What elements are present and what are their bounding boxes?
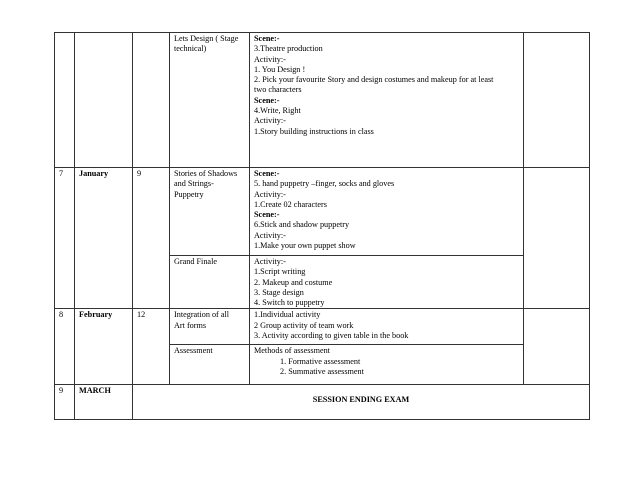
content-line: Scene:- bbox=[254, 169, 280, 178]
table-row bbox=[55, 309, 590, 345]
remarks-cell bbox=[524, 33, 590, 168]
content-line: 5. hand puppetry –finger, socks and gloves bbox=[254, 179, 395, 189]
content-line: 4. Switch to puppetry bbox=[254, 298, 325, 308]
remarks-cell bbox=[524, 309, 590, 385]
month-cell: February bbox=[75, 309, 133, 385]
content-line: 3. Activity according to given table in the book bbox=[254, 331, 409, 341]
sno-cell bbox=[55, 33, 75, 168]
content-line: 2 Group activity of team work bbox=[254, 320, 354, 330]
content-line: Scene:- bbox=[254, 95, 280, 105]
assessment-heading: Methods of assessment bbox=[254, 346, 330, 356]
content-line: two characters bbox=[254, 85, 302, 95]
periods-cell: 9 bbox=[133, 168, 170, 309]
sno-cell: 7 bbox=[55, 168, 75, 309]
assessment-methods-list bbox=[254, 357, 519, 378]
topic-line: Stories of Shadows bbox=[174, 169, 238, 178]
content-line: 2. Pick your favourite Story and design costumes and makeup for at least bbox=[254, 75, 494, 85]
content-line: 1.Story building instructions in class bbox=[254, 126, 374, 136]
topic-line: Art forms bbox=[174, 320, 207, 330]
content-line: Scene:- bbox=[254, 34, 280, 43]
sno-cell: 8 bbox=[55, 309, 75, 385]
content-line: 1. You Design ! bbox=[254, 64, 306, 74]
topic-line: Lets Design ( Stage bbox=[174, 34, 239, 43]
content-line: 1.Individual activity bbox=[254, 310, 321, 320]
topic-cell bbox=[170, 33, 250, 168]
syllabus-table bbox=[54, 32, 590, 420]
content-line: Activity:- bbox=[254, 116, 286, 126]
content-cell bbox=[250, 309, 524, 345]
list-item: 1. Formative assessment bbox=[280, 356, 361, 366]
topic-line: Grand Finale bbox=[174, 257, 217, 266]
list-item: 2. Summative assessment bbox=[280, 367, 364, 377]
month-cell: MARCH bbox=[75, 385, 133, 420]
content-line: Activity:- bbox=[254, 189, 286, 199]
topic-cell bbox=[170, 256, 250, 309]
remarks-cell bbox=[524, 168, 590, 309]
content-line: 1.Script writing bbox=[254, 267, 306, 277]
table-row bbox=[55, 33, 590, 168]
table-row bbox=[55, 168, 590, 256]
content-line: Scene:- bbox=[254, 210, 280, 220]
content-line: Activity:- bbox=[254, 230, 286, 240]
topic-line: and Strings- bbox=[174, 179, 214, 189]
table-row bbox=[55, 385, 590, 420]
content-cell bbox=[250, 33, 524, 168]
content-line: 2. Makeup and costume bbox=[254, 277, 333, 287]
periods-cell: 12 bbox=[133, 309, 170, 385]
content-cell bbox=[250, 345, 524, 385]
content-line: Activity:- bbox=[254, 257, 286, 266]
content-cell bbox=[250, 168, 524, 256]
periods-cell bbox=[133, 33, 170, 168]
topic-cell bbox=[170, 309, 250, 345]
content-cell bbox=[250, 256, 524, 309]
content-line: 1.Create 02 characters bbox=[254, 199, 327, 209]
topic-line: Integration of all bbox=[174, 310, 230, 320]
topic-line: Puppetry bbox=[174, 189, 204, 199]
month-cell: January bbox=[75, 168, 133, 309]
content-line: 3. Stage design bbox=[254, 287, 304, 297]
month-cell bbox=[75, 33, 133, 168]
content-line: 1.Make your own puppet show bbox=[254, 241, 356, 251]
topic-line: technical) bbox=[174, 44, 207, 54]
sno-cell: 9 bbox=[55, 385, 75, 420]
content-line: 3.Theatre production bbox=[254, 44, 323, 54]
content-line: 4.Write, Right bbox=[254, 106, 301, 116]
content-line: Activity:- bbox=[254, 54, 286, 64]
topic-line: Assessment bbox=[174, 346, 213, 356]
topic-cell bbox=[170, 345, 250, 385]
session-ending-exam: SESSION ENDING EXAM bbox=[133, 385, 590, 420]
topic-cell bbox=[170, 168, 250, 256]
content-line: 6.Stick and shadow puppetry bbox=[254, 220, 350, 230]
